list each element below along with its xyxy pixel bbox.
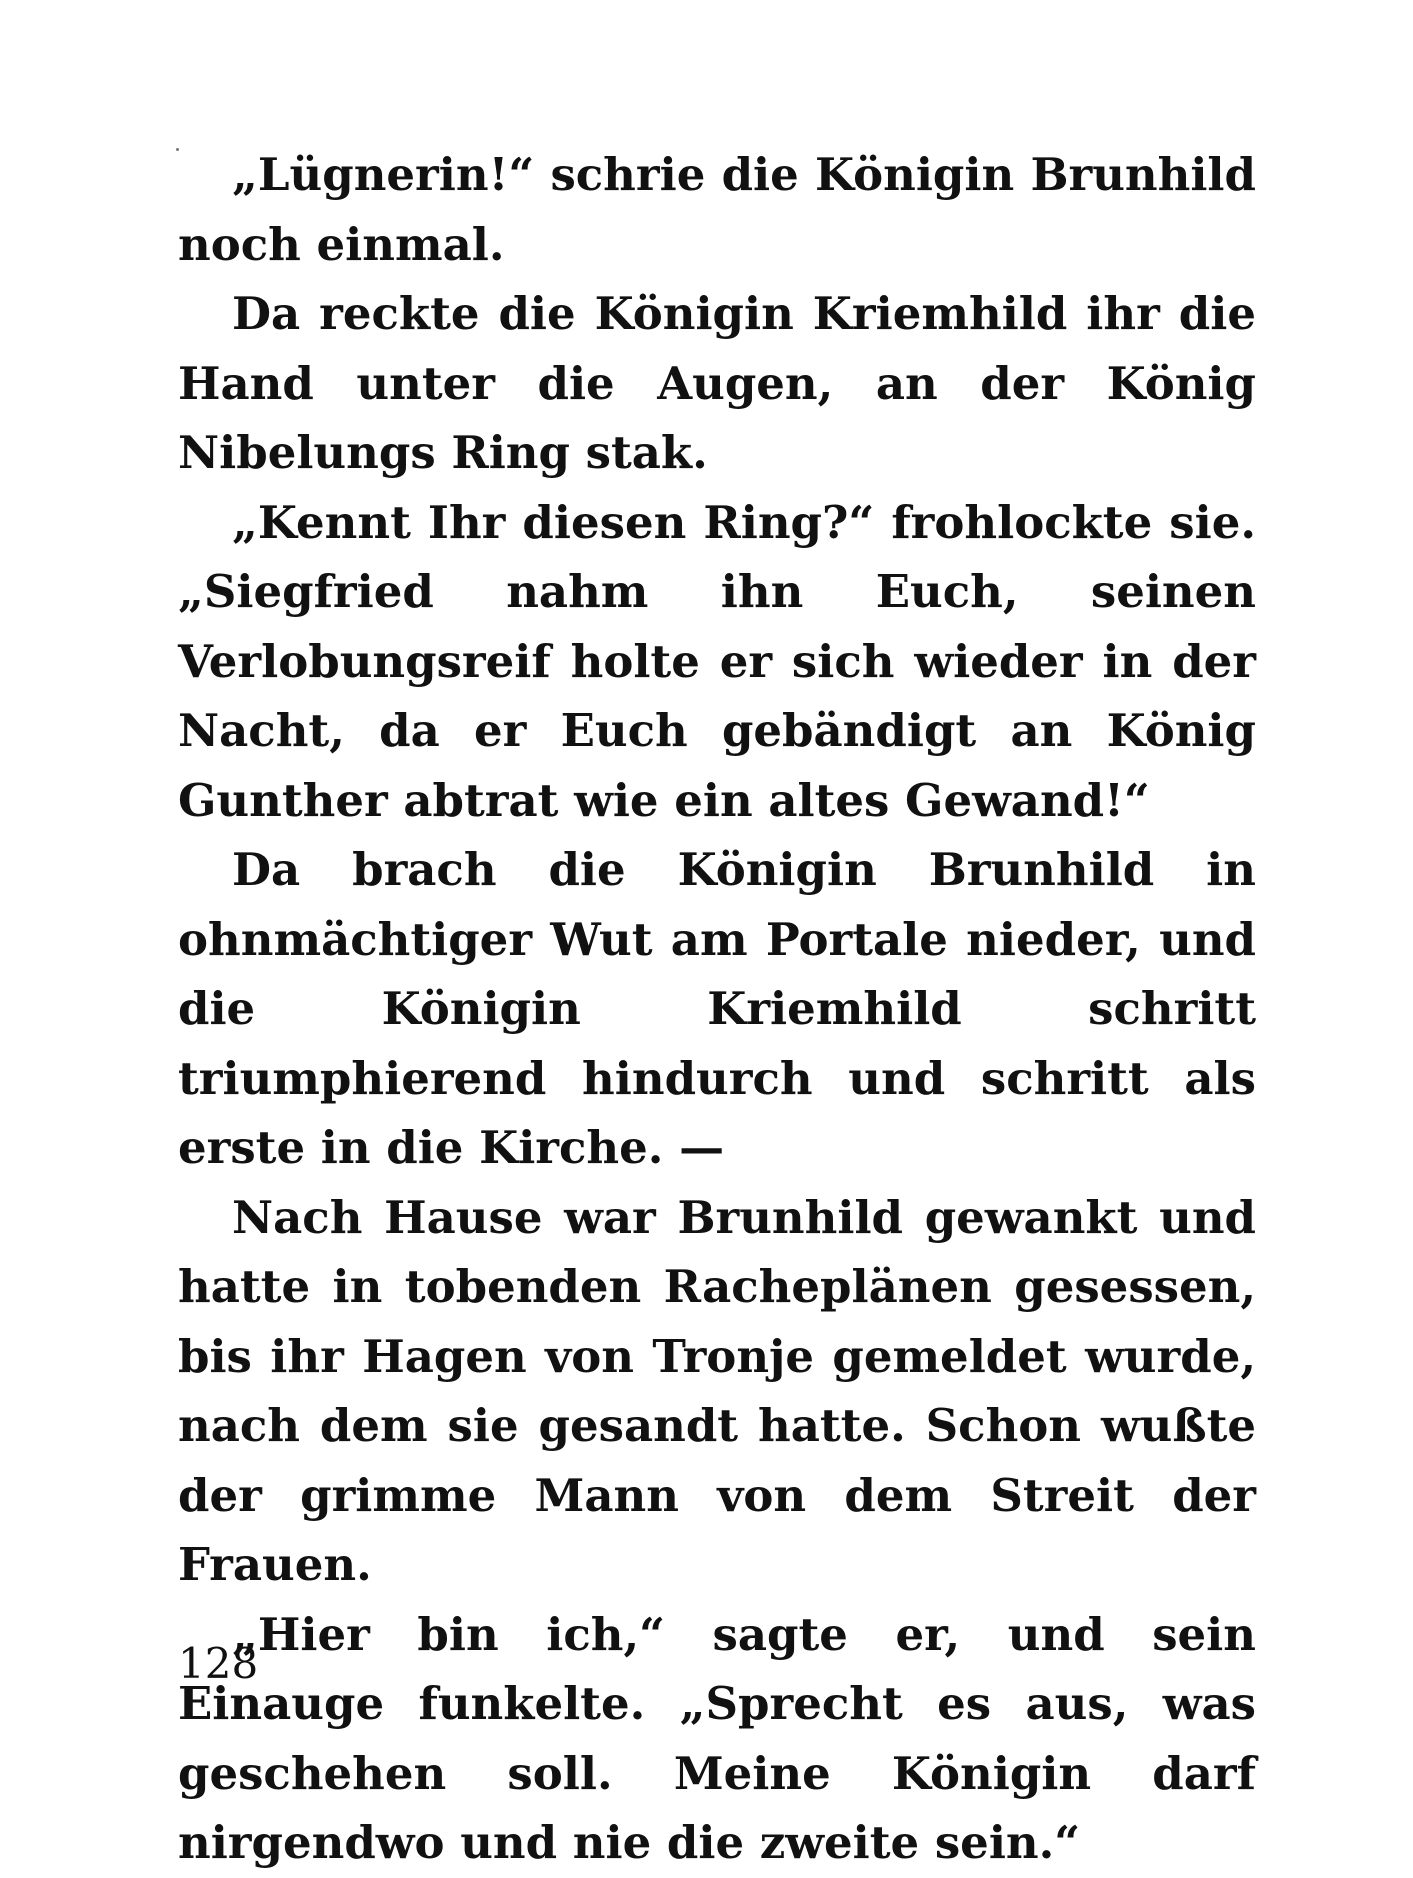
body-text: [178, 140, 1256, 1878]
paragraph-6: „Hier bin ich,“ sagte er, und sein Einauge funkelte. „Sprecht es aus, was geschehen soll. Meine Königin darf nirgendwo und nie die zweite sein.“: [178, 1607, 1256, 1869]
page-number: 128: [178, 1639, 259, 1688]
paragraph-5: Nach Hause war Brunhild gewankt und hatte in tobenden Racheplänen gesessen, bis ihr Hagen von Tronje gemeldet wurde, nach dem sie gesandt hatte. Schon wußte der grimme Mann von dem Streit der Frauen.: [178, 1190, 1256, 1591]
paragraph-3: „Kennt Ihr diesen Ring?“ frohlockte sie. „Siegfried nahm ihn Euch, seinen Verlobungsreif holte er sich wieder in der Nacht, da er Euch gebändigt an König Gunther abtrat wie ein altes Gewand!“: [178, 495, 1256, 827]
paragraph-4: Da brach die Königin Brunhild in ohnmächtiger Wut am Portale nieder, und die Königin Kriemhild schritt triumphierend hindurch und schritt als erste in die Kirche. —: [178, 843, 1256, 1174]
paragraph-2: Da reckte die Königin Kriemhild ihr die Hand unter die Augen, an der König Nibelungs Ring stak.: [178, 287, 1256, 479]
paragraph-1: „Lügnerin!“ schrie die Königin Brunhild noch einmal.: [178, 148, 1256, 271]
